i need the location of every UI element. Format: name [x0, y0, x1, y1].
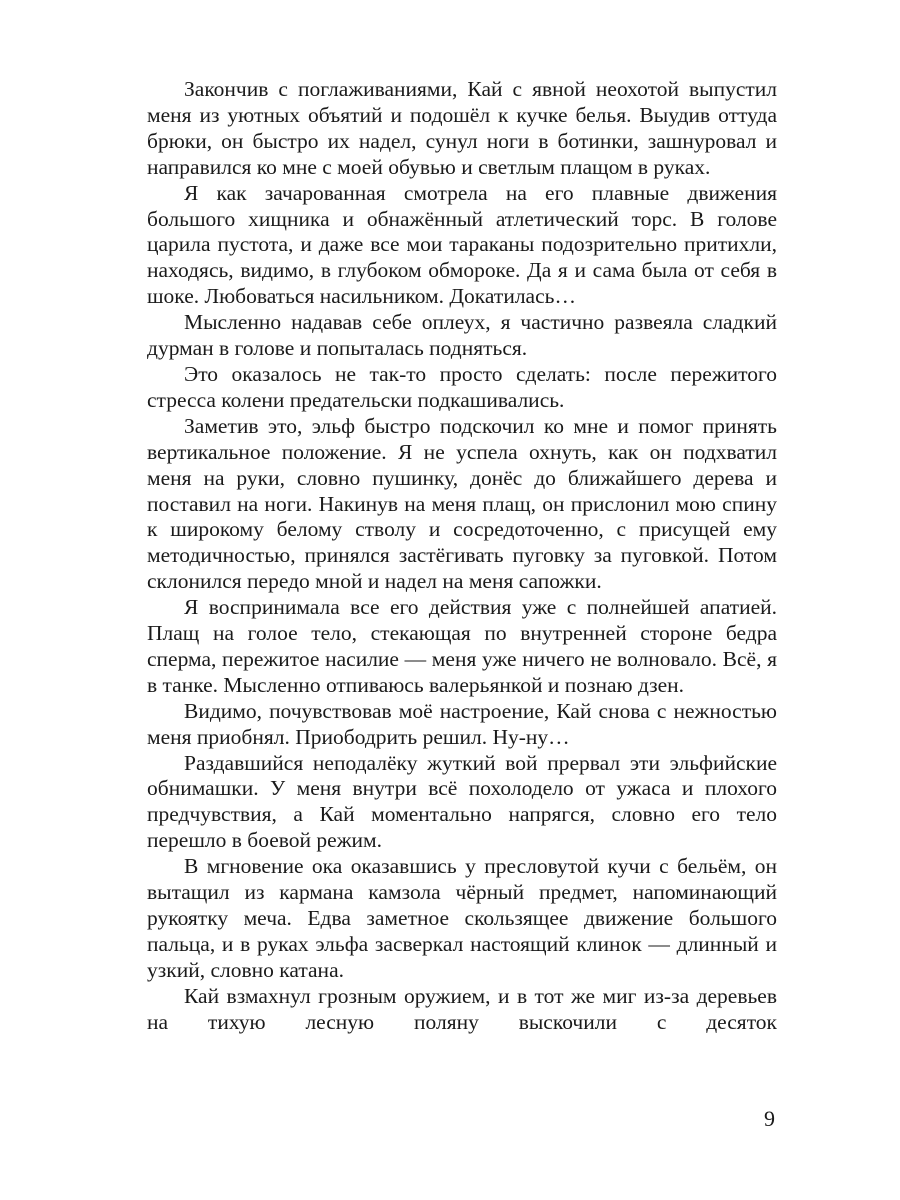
paragraph-6: Я воспринимала все его действия уже с полнейшей апатией. Плащ на голое тело, стекающая по внутренней стороне бедра сперма, пережитое насилие — меня уже ничего не волновало. Всё, я в танке. Мысленно отпиваюсь валерьянкой и познаю дзен. [147, 595, 777, 697]
paragraph-10: Кай взмахнул грозным оружием, и в тот же миг из-за деревьев на тихую лесную поляну выскочили с десяток [147, 983, 777, 1034]
paragraph-7: Видимо, почувствовав моё настроение, Кай снова с нежностью меня приобнял. Приободрить решил. Ну-ну… [147, 698, 777, 749]
paragraph-9: В мгновение ока оказавшись у пресловутой кучи с бельём, он вытащил из кармана камзола чёрный предмет, напоминающий рукоятку меча. Едва заметное скользящее движение большого пальца, и в руках эльфа засверкал настоящий клинок — длинный и узкий, словно катана. [147, 854, 777, 982]
paragraph-1: Закончив с поглаживаниями, Кай с явной неохотой выпустил меня из уютных объятий и подошёл к кучке белья. Выудив оттуда брюки, он быстро их надел, сунул ноги в ботинки, зашнуровал и направился ко мне с моей обувью и светлым плащом в руках. [147, 77, 777, 179]
paragraph-5: Заметив это, эльф быстро подскочил ко мне и помог принять вертикальное положение. Я не успела охнуть, как он подхватил меня на руки, словно пушинку, донёс до ближайшего дерева и поставил на ноги. Накинув на меня плащ, он прислонил мою спину к широкому белому стволу и сосредоточенно, с присущей ему методичностью, принялся застёгивать пуговку за пуговкой. Потом склонился передо мной и надел на меня сапожки. [147, 413, 777, 594]
paragraph-8: Раздавшийся неподалёку жуткий вой прервал эти эльфийские обнимашки. У меня внутри всё похолодело от ужаса и плохого предчувствия, а Кай моментально напрягся, словно его тело перешло в боевой режим. [147, 750, 777, 853]
page-number: 9 [764, 1106, 775, 1131]
paragraph-2: Я как зачарованная смотрела на его плавные движения большого хищника и обнажённый атлетический торс. В голове царила пустота, и даже все мои тараканы подозрительно притихли, находясь, видимо, в глубоком обмороке. Да я и сама была от себя в шоке. Любоваться насильником. Докатилась… [147, 180, 777, 309]
paragraph-4: Это оказалось не так-то просто сделать: после пережитого стресса колени предательски подкашивались. [147, 361, 777, 412]
paragraph-3: Мысленно надавав себе оплеух, я частично развеяла сладкий дурман в голове и попыталась подняться. [147, 310, 777, 361]
body-text [147, 77, 777, 1036]
